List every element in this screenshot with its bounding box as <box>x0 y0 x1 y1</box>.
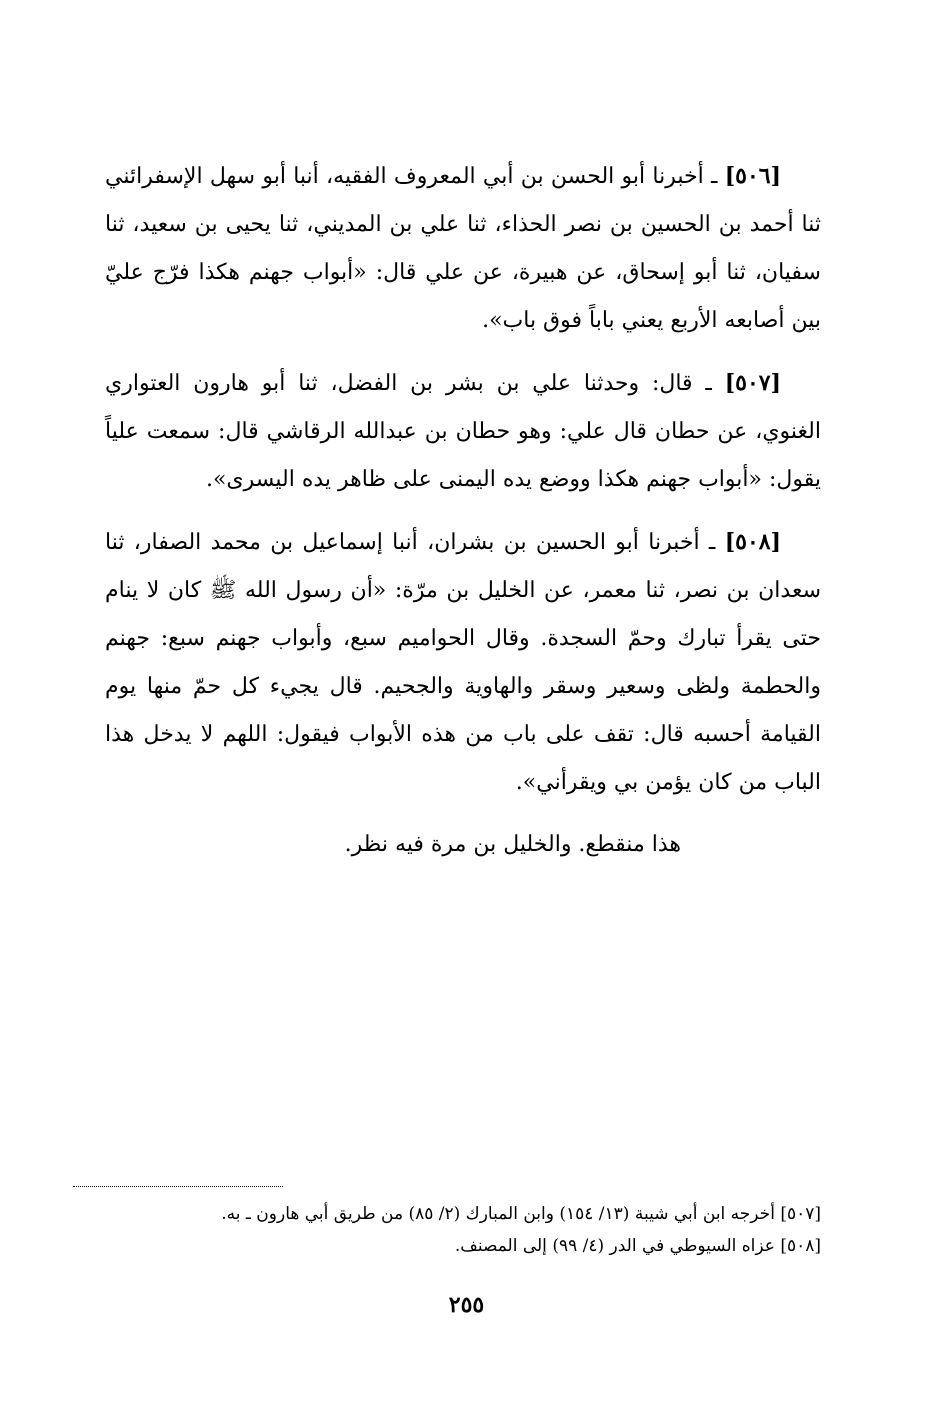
footnote-divider <box>73 1186 283 1187</box>
hadith-text: ـ قال: وحدثنا علي بن بشر بن الفضل، ثنا أبو هارون العتواري الغنوي، عن حطان قال علي: وهو حطان بن عبدالله الرقاشي قال: سمعت علياً يقول: «أبواب جهنم هكذا ووضع يده اليمنى على ظاهر يده اليسرى». <box>105 371 821 492</box>
page-number: ٢٥٥ <box>448 1292 485 1318</box>
footnote-508: [٥٠٨] عزاه السيوطي في الدر (٤/ ٩٩) إلى المصنف. <box>454 1236 821 1256</box>
footnotes-section <box>73 1186 821 1262</box>
hadith-paragraph-506 <box>105 152 821 345</box>
hadith-paragraph-508 <box>105 518 821 807</box>
hadith-number: [٥٠٨] <box>724 529 781 555</box>
hadith-text: ـ أخبرنا أبو الحسن بن أبي المعروف الفقيه، أنبا أبو سهل الإسفرائني ثنا أحمد بن الحسين بن نصر الحذاء، ثنا علي بن المديني، ثنا يحيى بن سعيد، ثنا سفيان، ثنا أبو إسحاق، عن هبيرة، عن علي قال: «أبواب جهنم هكذا فرّج عليّ بين أصابعه الأربع يعني باباً فوق باب». <box>105 164 821 333</box>
hadith-number: [٥٠٧] <box>724 370 781 396</box>
closing-note: هذا منقطع. والخليل بن مرة فيه نظر. <box>344 832 681 857</box>
main-text-block <box>105 152 821 883</box>
hadith-paragraph-507 <box>105 359 821 504</box>
hadith-text: ـ أخبرنا أبو الحسين بن بشران، أنبا إسماعيل بن محمد الصفار، ثنا سعدان بن نصر، ثنا معمر، عن الخليل بن مرّة: «أن رسول الله ﷺ كان لا ينام حتى يقرأ تبارك وحمّ السجدة. وقال الحواميم سبع، وأبواب جهنم سبع: جهنم والحطمة ولظى وسعير وسقر والهاوية والجحيم. قال يجيء كل حمّ منها يوم القيامة أحسبه قال: تقف على باب من هذه الأبواب فيقول: اللهم لا يدخل هذا الباب من كان يؤمن بي ويقرأني». <box>105 530 821 795</box>
footnote-507: [٥٠٧] أخرجه ابن أبي شيبة (١٣/ ١٥٤) وابن المبارك (٢/ ٨٥) من طريق أبي هارون ـ به. <box>221 1204 821 1224</box>
hadith-number: [٥٠٦] <box>724 163 781 189</box>
